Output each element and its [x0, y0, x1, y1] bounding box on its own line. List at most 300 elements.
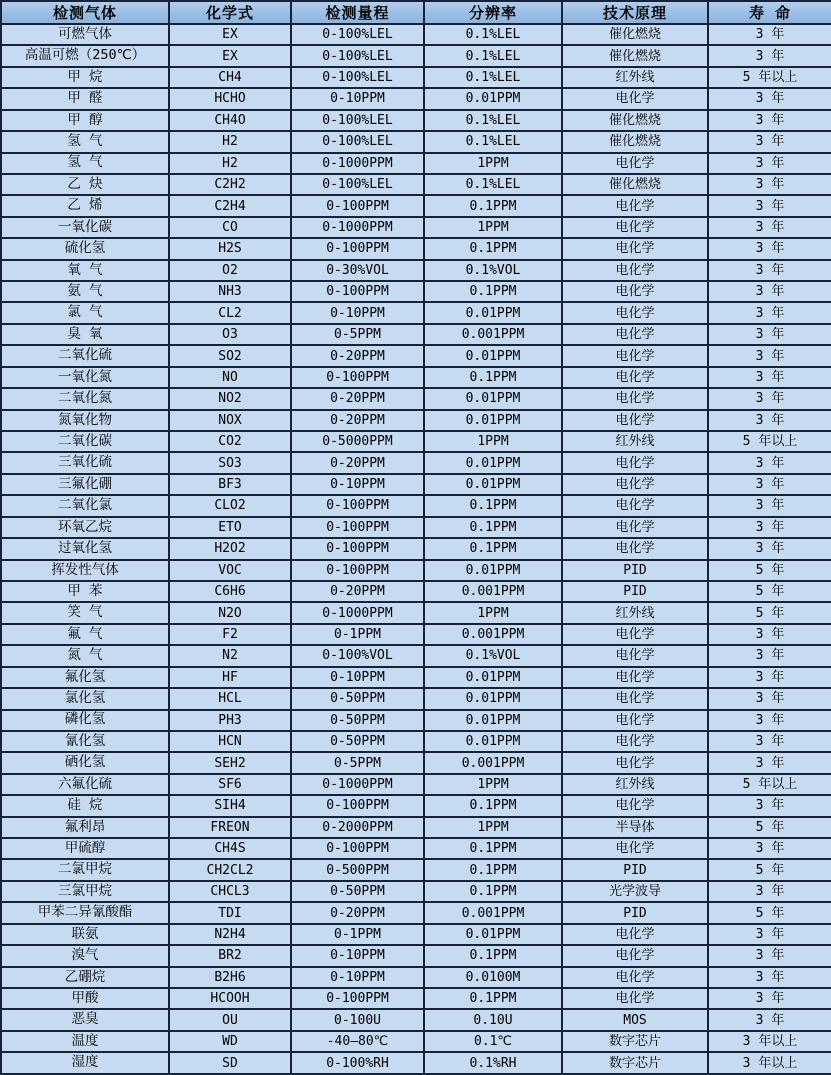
cell-gas: 高温可燃（250℃）: [1, 45, 169, 66]
cell-resolution: 0.0100M: [424, 967, 562, 988]
cell-formula: SO2: [169, 345, 291, 366]
column-header-resolution: 分辨率: [424, 1, 562, 24]
table-row: [1, 624, 831, 645]
cell-gas: 甲 醛: [1, 88, 169, 109]
cell-principle: MOS: [562, 1009, 708, 1030]
column-header-gas: 检测气体: [1, 1, 169, 24]
cell-lifespan: 3 年: [708, 1009, 831, 1030]
cell-formula: HCN: [169, 731, 291, 752]
cell-range: 0-50PPM: [291, 688, 424, 709]
cell-lifespan: 3 年: [708, 24, 831, 45]
table-row: [1, 710, 831, 731]
cell-range: 0-10PPM: [291, 302, 424, 323]
cell-gas: 硫化氢: [1, 238, 169, 259]
cell-resolution: 0.1%LEL: [424, 174, 562, 195]
cell-range: 0-1000PPM: [291, 602, 424, 623]
cell-formula: C2H2: [169, 174, 291, 195]
cell-principle: 电化学: [562, 302, 708, 323]
cell-gas: 甲 烷: [1, 67, 169, 88]
cell-formula: CO: [169, 217, 291, 238]
cell-resolution: 1PPM: [424, 153, 562, 174]
cell-range: 0-100PPM: [291, 838, 424, 859]
cell-formula: ETO: [169, 517, 291, 538]
cell-lifespan: 3 年: [708, 988, 831, 1009]
cell-formula: SEH2: [169, 752, 291, 773]
cell-principle: 电化学: [562, 667, 708, 688]
cell-principle: 电化学: [562, 967, 708, 988]
cell-lifespan: 3 年: [708, 967, 831, 988]
table-row: [1, 45, 831, 66]
cell-range: 0-1000PPM: [291, 153, 424, 174]
cell-principle: 红外线: [562, 774, 708, 795]
cell-resolution: 0.01PPM: [424, 688, 562, 709]
cell-gas: 氯 气: [1, 302, 169, 323]
cell-principle: 电化学: [562, 838, 708, 859]
cell-range: 0-100PPM: [291, 538, 424, 559]
cell-lifespan: 3 年: [708, 838, 831, 859]
cell-principle: 催化燃烧: [562, 131, 708, 152]
cell-gas: 氮 气: [1, 645, 169, 666]
table-row: [1, 817, 831, 838]
cell-lifespan: 5 年以上: [708, 431, 831, 452]
cell-formula: O3: [169, 324, 291, 345]
cell-range: 0-50PPM: [291, 710, 424, 731]
cell-range: 0-100PPM: [291, 517, 424, 538]
cell-range: 0-100PPM: [291, 195, 424, 216]
cell-range: 0-20PPM: [291, 345, 424, 366]
header-row: [1, 1, 831, 24]
column-header-principle: 技术原理: [562, 1, 708, 24]
cell-resolution: 0.01PPM: [424, 710, 562, 731]
cell-range: 0-100%LEL: [291, 24, 424, 45]
table-row: [1, 581, 831, 602]
cell-principle: 电化学: [562, 388, 708, 409]
cell-resolution: 1PPM: [424, 431, 562, 452]
table-row: [1, 731, 831, 752]
cell-principle: 电化学: [562, 88, 708, 109]
cell-principle: 半导体: [562, 817, 708, 838]
cell-range: 0-2000PPM: [291, 817, 424, 838]
cell-resolution: 0.1℃: [424, 1031, 562, 1052]
cell-lifespan: 3 年: [708, 367, 831, 388]
cell-formula: H2: [169, 131, 291, 152]
cell-gas: 二氯甲烷: [1, 859, 169, 880]
cell-gas: 挥发性气体: [1, 560, 169, 581]
cell-formula: CO2: [169, 431, 291, 452]
cell-resolution: 0.1%VOL: [424, 260, 562, 281]
cell-principle: 电化学: [562, 452, 708, 473]
cell-lifespan: 3 年: [708, 538, 831, 559]
cell-principle: 催化燃烧: [562, 24, 708, 45]
cell-gas: 二氧化氮: [1, 388, 169, 409]
cell-range: 0-1PPM: [291, 624, 424, 645]
cell-gas: 甲酸: [1, 988, 169, 1009]
cell-lifespan: 3 年: [708, 238, 831, 259]
cell-gas: 溴气: [1, 945, 169, 966]
cell-principle: 电化学: [562, 281, 708, 302]
cell-resolution: 1PPM: [424, 774, 562, 795]
cell-lifespan: 3 年: [708, 688, 831, 709]
cell-lifespan: 3 年以上: [708, 1052, 831, 1074]
cell-formula: SIH4: [169, 795, 291, 816]
cell-gas: 一氧化碳: [1, 217, 169, 238]
cell-range: 0-5PPM: [291, 752, 424, 773]
cell-formula: H2: [169, 153, 291, 174]
cell-range: 0-1000PPM: [291, 217, 424, 238]
cell-lifespan: 3 年: [708, 388, 831, 409]
cell-gas: 硒化氢: [1, 752, 169, 773]
cell-resolution: 0.001PPM: [424, 624, 562, 645]
cell-range: 0-10PPM: [291, 945, 424, 966]
cell-gas: 二氧化氯: [1, 495, 169, 516]
table-row: [1, 110, 831, 131]
table-row: [1, 388, 831, 409]
table-row: [1, 367, 831, 388]
cell-lifespan: 3 年: [708, 924, 831, 945]
cell-formula: SO3: [169, 452, 291, 473]
cell-resolution: 0.1PPM: [424, 281, 562, 302]
cell-principle: 电化学: [562, 795, 708, 816]
cell-lifespan: 3 年: [708, 174, 831, 195]
cell-gas: 乙 炔: [1, 174, 169, 195]
cell-formula: C2H4: [169, 195, 291, 216]
cell-range: 0-100PPM: [291, 238, 424, 259]
cell-range: 0-20PPM: [291, 581, 424, 602]
cell-principle: PID: [562, 560, 708, 581]
cell-formula: N2H4: [169, 924, 291, 945]
cell-lifespan: 5 年: [708, 859, 831, 880]
cell-range: 0-20PPM: [291, 410, 424, 431]
cell-principle: 数字芯片: [562, 1031, 708, 1052]
cell-gas: 一氧化氮: [1, 367, 169, 388]
cell-lifespan: 3 年: [708, 260, 831, 281]
table-row: [1, 795, 831, 816]
cell-gas: 环氧乙烷: [1, 517, 169, 538]
table-row: [1, 859, 831, 880]
cell-lifespan: 3 年: [708, 88, 831, 109]
table-row: [1, 217, 831, 238]
cell-formula: FREON: [169, 817, 291, 838]
cell-formula: OU: [169, 1009, 291, 1030]
table-row: [1, 538, 831, 559]
cell-formula: BR2: [169, 945, 291, 966]
cell-principle: 电化学: [562, 710, 708, 731]
cell-resolution: 0.1PPM: [424, 859, 562, 880]
table-row: [1, 195, 831, 216]
cell-lifespan: 3 年: [708, 474, 831, 495]
cell-gas: 二氧化碳: [1, 431, 169, 452]
cell-lifespan: 3 年: [708, 645, 831, 666]
cell-gas: 三氯甲烷: [1, 881, 169, 902]
cell-lifespan: 3 年: [708, 881, 831, 902]
cell-principle: 电化学: [562, 538, 708, 559]
cell-lifespan: 3 年以上: [708, 1031, 831, 1052]
cell-resolution: 0.001PPM: [424, 324, 562, 345]
table-header: [1, 1, 831, 24]
cell-gas: 氟化氢: [1, 667, 169, 688]
cell-gas: 氨 气: [1, 281, 169, 302]
cell-lifespan: 3 年: [708, 131, 831, 152]
cell-principle: 电化学: [562, 495, 708, 516]
cell-formula: NO: [169, 367, 291, 388]
cell-principle: 电化学: [562, 517, 708, 538]
cell-resolution: 1PPM: [424, 817, 562, 838]
cell-principle: 催化燃烧: [562, 45, 708, 66]
cell-principle: 电化学: [562, 731, 708, 752]
cell-gas: 氯化氢: [1, 688, 169, 709]
cell-gas: 甲苯二异氰酸酯: [1, 902, 169, 923]
cell-lifespan: 3 年: [708, 752, 831, 773]
cell-range: 0-100PPM: [291, 560, 424, 581]
cell-lifespan: 3 年: [708, 153, 831, 174]
cell-principle: 电化学: [562, 217, 708, 238]
cell-formula: HCL: [169, 688, 291, 709]
cell-range: 0-100%LEL: [291, 45, 424, 66]
cell-formula: N2: [169, 645, 291, 666]
cell-range: 0-50PPM: [291, 731, 424, 752]
cell-resolution: 0.1%LEL: [424, 110, 562, 131]
cell-principle: PID: [562, 859, 708, 880]
cell-gas: 三氟化硼: [1, 474, 169, 495]
column-header-lifespan: 寿 命: [708, 1, 831, 24]
cell-resolution: 0.001PPM: [424, 581, 562, 602]
cell-formula: CH2CL2: [169, 859, 291, 880]
cell-principle: 红外线: [562, 67, 708, 88]
cell-resolution: 0.01PPM: [424, 667, 562, 688]
table-row: [1, 988, 831, 1009]
cell-resolution: 0.1PPM: [424, 538, 562, 559]
cell-range: 0-10PPM: [291, 474, 424, 495]
cell-formula: NH3: [169, 281, 291, 302]
cell-formula: TDI: [169, 902, 291, 923]
cell-formula: B2H6: [169, 967, 291, 988]
cell-principle: 电化学: [562, 645, 708, 666]
cell-lifespan: 3 年: [708, 731, 831, 752]
cell-formula: F2: [169, 624, 291, 645]
cell-principle: 红外线: [562, 431, 708, 452]
cell-range: 0-10PPM: [291, 88, 424, 109]
cell-principle: 电化学: [562, 688, 708, 709]
cell-resolution: 0.01PPM: [424, 302, 562, 323]
cell-lifespan: 5 年: [708, 817, 831, 838]
cell-lifespan: 3 年: [708, 795, 831, 816]
cell-range: 0-100PPM: [291, 367, 424, 388]
table-row: [1, 645, 831, 666]
cell-lifespan: 3 年: [708, 667, 831, 688]
cell-gas: 氟 气: [1, 624, 169, 645]
cell-resolution: 0.1PPM: [424, 195, 562, 216]
cell-resolution: 0.1PPM: [424, 495, 562, 516]
cell-resolution: 1PPM: [424, 602, 562, 623]
cell-gas: 可燃气体: [1, 24, 169, 45]
cell-gas: 过氧化氢: [1, 538, 169, 559]
cell-range: 0-100U: [291, 1009, 424, 1030]
cell-gas: 六氟化硫: [1, 774, 169, 795]
cell-principle: 电化学: [562, 924, 708, 945]
cell-lifespan: 3 年: [708, 410, 831, 431]
cell-lifespan: 5 年以上: [708, 67, 831, 88]
cell-formula: CH4: [169, 67, 291, 88]
table-row: [1, 517, 831, 538]
cell-formula: WD: [169, 1031, 291, 1052]
cell-range: -40—80℃: [291, 1031, 424, 1052]
cell-gas: 二氧化硫: [1, 345, 169, 366]
cell-resolution: 0.1PPM: [424, 945, 562, 966]
cell-range: 0-100%LEL: [291, 67, 424, 88]
cell-resolution: 0.1PPM: [424, 517, 562, 538]
cell-formula: PH3: [169, 710, 291, 731]
table-row: [1, 260, 831, 281]
cell-range: 0-100%LEL: [291, 110, 424, 131]
table-row: [1, 24, 831, 45]
cell-formula: EX: [169, 45, 291, 66]
table-row: [1, 560, 831, 581]
cell-range: 0-500PPM: [291, 859, 424, 880]
cell-range: 0-1000PPM: [291, 774, 424, 795]
table-row: [1, 902, 831, 923]
cell-resolution: 0.01PPM: [424, 452, 562, 473]
cell-resolution: 0.1%LEL: [424, 131, 562, 152]
cell-resolution: 0.001PPM: [424, 752, 562, 773]
cell-gas: 硅 烷: [1, 795, 169, 816]
cell-lifespan: 5 年以上: [708, 774, 831, 795]
cell-lifespan: 3 年: [708, 452, 831, 473]
cell-lifespan: 3 年: [708, 195, 831, 216]
cell-lifespan: 3 年: [708, 710, 831, 731]
cell-principle: 催化燃烧: [562, 174, 708, 195]
cell-range: 0-50PPM: [291, 881, 424, 902]
cell-gas: 湿度: [1, 1052, 169, 1074]
table-row: [1, 410, 831, 431]
cell-formula: HCOOH: [169, 988, 291, 1009]
cell-range: 0-100PPM: [291, 988, 424, 1009]
cell-principle: PID: [562, 581, 708, 602]
cell-resolution: 0.1%LEL: [424, 24, 562, 45]
cell-resolution: 1PPM: [424, 217, 562, 238]
cell-formula: CH4S: [169, 838, 291, 859]
cell-lifespan: 3 年: [708, 345, 831, 366]
cell-formula: HCHO: [169, 88, 291, 109]
cell-resolution: 0.01PPM: [424, 345, 562, 366]
table-row: [1, 238, 831, 259]
cell-resolution: 0.1PPM: [424, 881, 562, 902]
cell-principle: 电化学: [562, 988, 708, 1009]
cell-gas: 氧 气: [1, 260, 169, 281]
table-row: [1, 345, 831, 366]
cell-principle: 电化学: [562, 195, 708, 216]
table-row: [1, 752, 831, 773]
cell-resolution: 0.1PPM: [424, 367, 562, 388]
cell-gas: 笑 气: [1, 602, 169, 623]
cell-principle: 电化学: [562, 410, 708, 431]
cell-formula: HF: [169, 667, 291, 688]
column-header-range: 检测量程: [291, 1, 424, 24]
cell-principle: 电化学: [562, 752, 708, 773]
table-row: [1, 602, 831, 623]
cell-range: 0-10PPM: [291, 667, 424, 688]
cell-resolution: 0.1PPM: [424, 988, 562, 1009]
cell-resolution: 0.01PPM: [424, 731, 562, 752]
cell-formula: CLO2: [169, 495, 291, 516]
cell-principle: 光学波导: [562, 881, 708, 902]
cell-lifespan: 3 年: [708, 517, 831, 538]
cell-formula: NO2: [169, 388, 291, 409]
table-row: [1, 1009, 831, 1030]
table-row: [1, 774, 831, 795]
cell-resolution: 0.1PPM: [424, 838, 562, 859]
cell-range: 0-30%VOL: [291, 260, 424, 281]
table-row: [1, 688, 831, 709]
table-row: [1, 967, 831, 988]
cell-gas: 氰化氢: [1, 731, 169, 752]
cell-principle: 数字芯片: [562, 1052, 708, 1074]
cell-lifespan: 5 年: [708, 902, 831, 923]
cell-resolution: 0.01PPM: [424, 474, 562, 495]
cell-principle: 电化学: [562, 260, 708, 281]
cell-range: 0-1PPM: [291, 924, 424, 945]
cell-range: 0-10PPM: [291, 967, 424, 988]
cell-lifespan: 3 年: [708, 110, 831, 131]
cell-principle: 催化燃烧: [562, 110, 708, 131]
cell-resolution: 0.01PPM: [424, 410, 562, 431]
cell-lifespan: 5 年: [708, 581, 831, 602]
column-header-formula: 化学式: [169, 1, 291, 24]
cell-gas: 乙硼烷: [1, 967, 169, 988]
table-row: [1, 881, 831, 902]
cell-principle: 电化学: [562, 367, 708, 388]
table-row: [1, 452, 831, 473]
cell-gas: 恶臭: [1, 1009, 169, 1030]
table-row: [1, 431, 831, 452]
table-row: [1, 1031, 831, 1052]
cell-formula: H2S: [169, 238, 291, 259]
cell-gas: 甲硫醇: [1, 838, 169, 859]
cell-formula: H2O2: [169, 538, 291, 559]
cell-formula: NOX: [169, 410, 291, 431]
cell-resolution: 0.10U: [424, 1009, 562, 1030]
cell-lifespan: 5 年: [708, 560, 831, 581]
cell-range: 0-100PPM: [291, 281, 424, 302]
cell-resolution: 0.1PPM: [424, 238, 562, 259]
cell-range: 0-100PPM: [291, 495, 424, 516]
cell-gas: 氮氧化物: [1, 410, 169, 431]
table-row: [1, 474, 831, 495]
cell-range: 0-5000PPM: [291, 431, 424, 452]
cell-gas: 磷化氢: [1, 710, 169, 731]
cell-range: 0-100%LEL: [291, 174, 424, 195]
cell-gas: 臭 氧: [1, 324, 169, 345]
cell-lifespan: 5 年: [708, 602, 831, 623]
cell-resolution: 0.1%LEL: [424, 67, 562, 88]
cell-lifespan: 3 年: [708, 624, 831, 645]
cell-range: 0-100%RH: [291, 1052, 424, 1074]
table-row: [1, 324, 831, 345]
cell-range: 0-5PPM: [291, 324, 424, 345]
table-row: [1, 667, 831, 688]
cell-principle: 电化学: [562, 474, 708, 495]
cell-gas: 联氨: [1, 924, 169, 945]
cell-principle: 电化学: [562, 945, 708, 966]
cell-lifespan: 3 年: [708, 324, 831, 345]
cell-range: 0-20PPM: [291, 388, 424, 409]
cell-resolution: 0.1%VOL: [424, 645, 562, 666]
cell-lifespan: 3 年: [708, 281, 831, 302]
cell-range: 0-100%LEL: [291, 131, 424, 152]
cell-resolution: 0.1%LEL: [424, 45, 562, 66]
cell-principle: 电化学: [562, 324, 708, 345]
cell-lifespan: 3 年: [708, 217, 831, 238]
table-row: [1, 131, 831, 152]
